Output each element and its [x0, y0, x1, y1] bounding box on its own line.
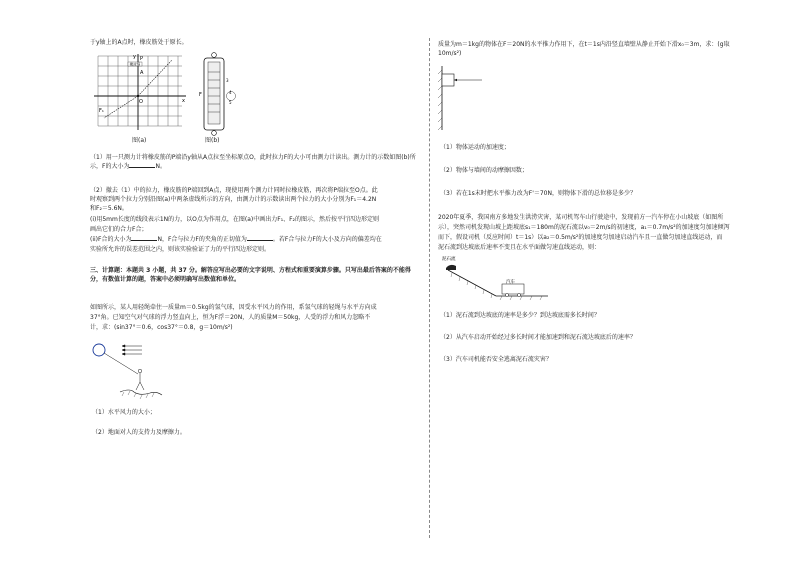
q1-body: （1）用一只测力计将橡皮筋的P端沿y轴从A点拉至坐标原点O，此时拉力F的大小可由测力计读出。测力计的示数如图(b)所示，F的大小为 [90, 154, 416, 170]
intro-text: 于y轴上的A点时，橡皮筋处于原长。 [90, 39, 188, 46]
balloon-figure [90, 340, 170, 402]
column-divider [429, 38, 430, 538]
p2-line2: 10m/s²) [438, 50, 462, 57]
q2-line2: 时观察到两个拉力分别沿图(a)中两条虚线所示的方向，由测力计的示数读出两个拉力的大小分别为F₁＝4.2N [90, 196, 377, 203]
label-O: O [139, 99, 143, 105]
label-5: 5 [229, 100, 232, 105]
section3-heading [90, 266, 420, 284]
caption-fig-a: 图(a) [132, 137, 147, 144]
label-P: P [140, 56, 144, 62]
label-A: A [140, 70, 144, 76]
p3-q2: （2）从汽车启动开始经过多长时间才能加速到和泥石流达坡底后的速率？ [440, 334, 636, 341]
q2-line4: (i)用5mm长度的线段表示1N的力，以O点为作用点，在图(a)中画出力F₁、F₂的图示，然后按平行四边形定则 [90, 216, 379, 223]
label-3: 3 [226, 78, 229, 83]
section3-title: 三、计算题：本题共 3 小题，共 37 分。 [90, 267, 201, 274]
q2-line3: 和F₂＝5.6N。 [90, 205, 128, 212]
section3-instructions: 解答应写出必要的文字说明、方程式和重要演算步骤。只写出最后答案的不能得分，有数值计算的题，答案中必须明确写出数值和单位。 [90, 267, 411, 283]
p1-line1: 如图所示，某人用轻绳牵住一质量m＝0.5kg的氢气球，因受水平风力的作用，系氢气球的轻绳与水平方向成 [90, 304, 377, 311]
p2-q2: （2）物体与墙间的动摩擦因数； [440, 167, 528, 174]
p2-q3: （3）若在1s末时把水平推力改为F'＝70N，则物体下滑的总位移是多少？ [440, 190, 636, 197]
p3-line1: 2020年夏季，我国南方多地发生洪涝灾害，某司机驾车山行驶途中，发现前方一汽车停在小山坡底（如图所 [438, 214, 724, 221]
p1-q1: （1）水平风力的大小； [92, 409, 156, 416]
mudslide-figure [438, 254, 550, 302]
q2-line7: 实验所允许的误差范围之内，则该实验验证了力的平行四边形定则。 [90, 246, 271, 253]
wall-block-figure [432, 64, 492, 132]
answer-blank-2[interactable] [131, 235, 157, 241]
label-4: 4 [229, 90, 232, 95]
p3-line2: 示），突然司机发现山坡上距坡底s₁＝180m的泥石流以v₀＝2m/s的初速度，a₁＝0.7m/s²的加速度匀加速倾泻 [438, 224, 730, 231]
label-F-b: F [199, 92, 202, 98]
p2-line1: 质量为m＝1kg的物体在F＝20N的水平推力作用下，在t＝1s内沿竖直墙壁从静止开始下滑x₀＝3m，求：(g取 [438, 41, 730, 48]
figure-a [92, 52, 188, 132]
label-mudslide: 泥石流 [442, 257, 456, 262]
p1-q2: （2）地面对人的支持力及摩擦力。 [92, 429, 186, 436]
q2-line6a: (ii)F合的大小为 [90, 236, 132, 243]
label-rubber-band: 橡皮筋 [129, 62, 141, 67]
figure-b [196, 52, 236, 136]
p1-line3: 计，求：(sin37°＝0.6，cos37°＝0.8，g＝10m/s²) [90, 324, 233, 331]
p3-q1: （1）泥石流到达坡底的速率是多少？到达坡底需多长时间？ [440, 312, 600, 319]
label-x: x [182, 98, 185, 104]
q1-text [90, 153, 420, 171]
label-F1: F₁ [99, 108, 104, 114]
p3-line4: 泥石流到达坡底后速率不变且在水平面做匀速直线运动，则： [438, 244, 601, 251]
p3-q3: （3）汽车司机能否安全逃离泥石流灾害？ [440, 356, 552, 363]
q2-line5: 画出它们的合力F合； [90, 226, 148, 233]
q2-line6 [90, 235, 382, 244]
answer-blank-1[interactable] [129, 162, 155, 168]
p2-q1: （1）物体运动的加速度； [440, 144, 510, 151]
q2-line1: （2）撤去（1）中的拉力，橡皮筋的P端回到A点，现使用两个测力计同时拉橡皮筋，再次将P端拉至O点。此 [90, 187, 378, 194]
label-car: 汽车 [506, 280, 515, 285]
p3-line3: 而下，假设司机（反应时间）t＝1s）以a₂＝0.5m/s²的加速度匀加速启动汽车且一直做匀加速直线运动，而 [438, 234, 723, 241]
caption-fig-b: 图(b) [205, 137, 220, 144]
q2-line6c: 。若F合与拉力F的大小及方向的偏差均在 [272, 236, 382, 243]
q1-unit: N。 [155, 163, 166, 170]
label-y: y [133, 54, 136, 60]
answer-blank-3[interactable] [247, 235, 273, 241]
q2-line6b: N，F合与拉力F的夹角的正切值为 [157, 236, 247, 243]
p1-line2: 37°角。已知空气对气球的浮力竖直向上，恒为F浮＝20N，人的质量M＝50kg，人受的浮力和风力忽略不 [90, 314, 371, 321]
